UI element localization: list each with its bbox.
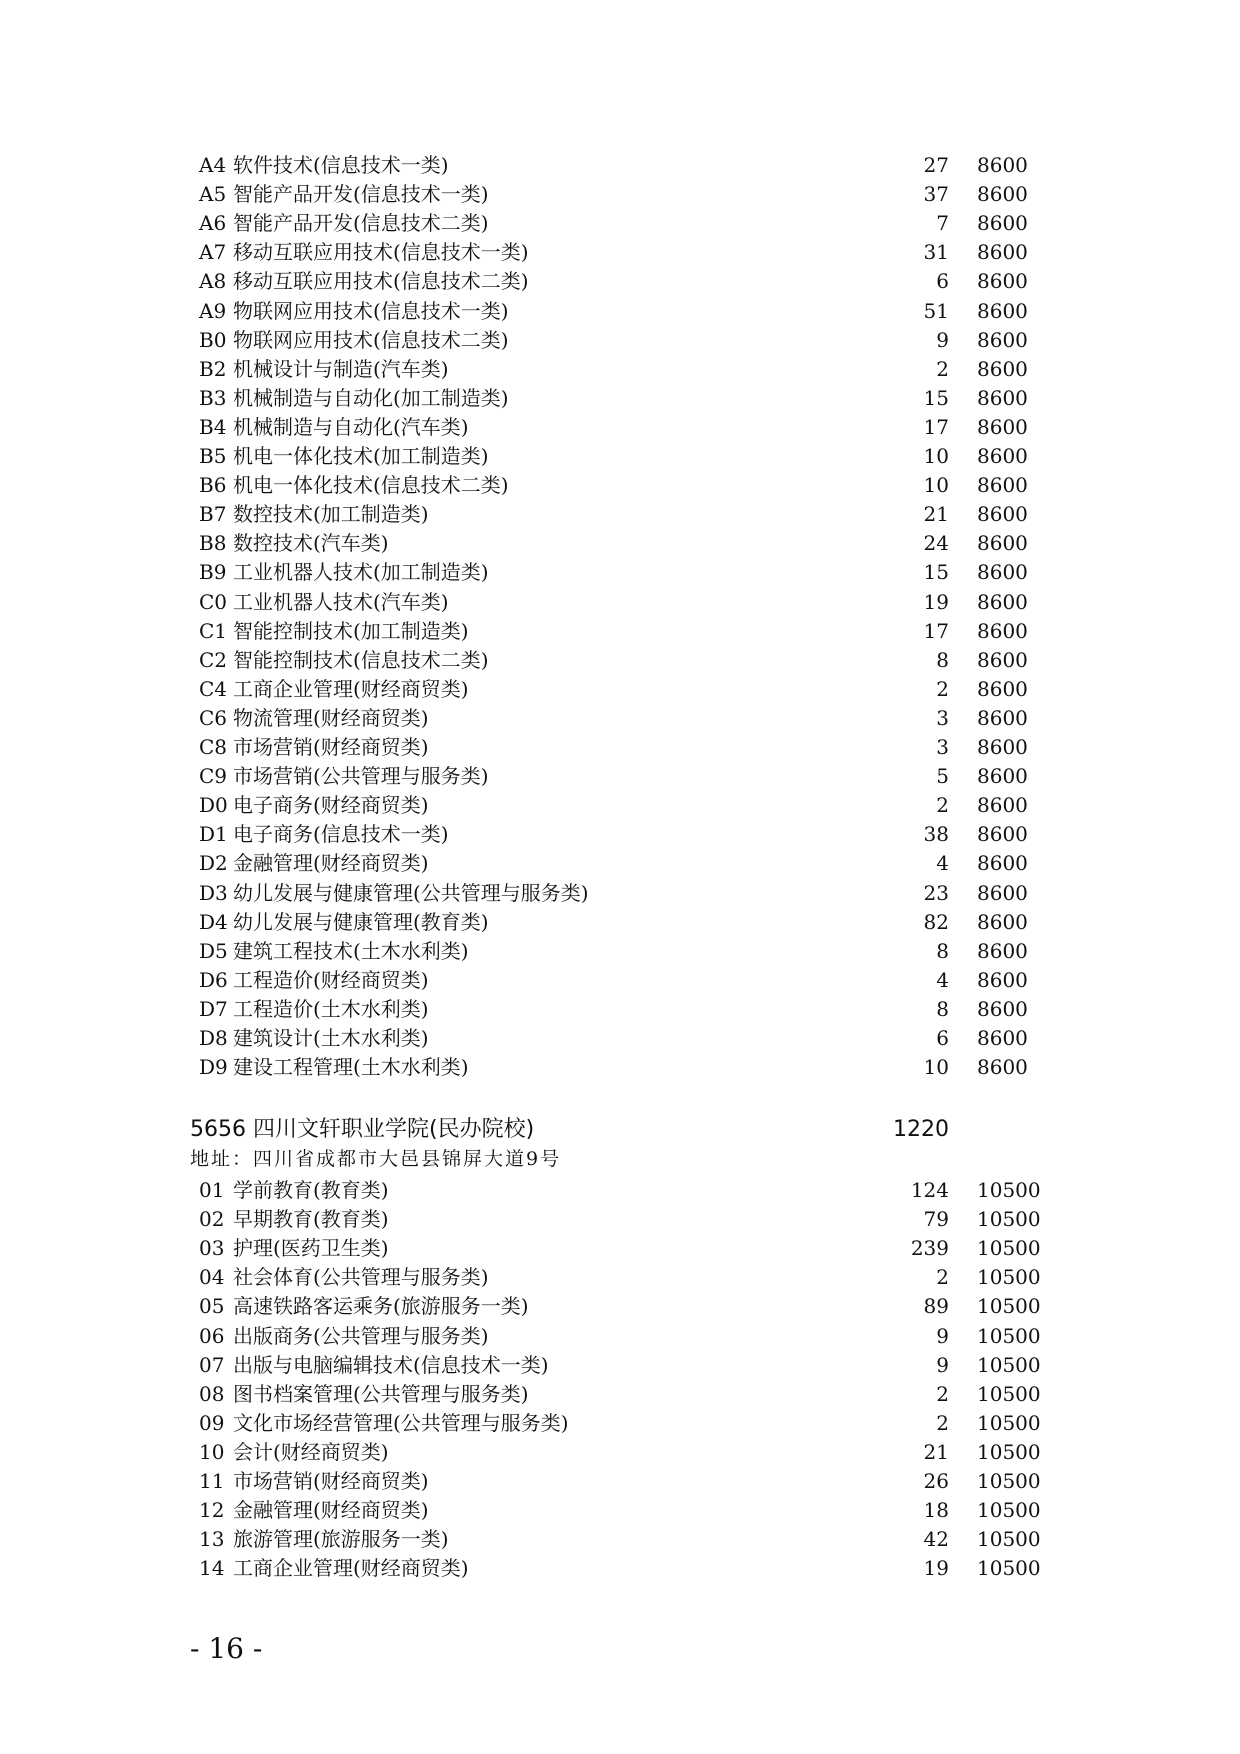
tuition-fee: 8600 — [977, 735, 1028, 759]
program-name: 学前教育(教育类) — [233, 1178, 389, 1202]
program-name: 智能控制技术(加工制造类) — [233, 618, 469, 643]
program-name: 建筑工程技术(土木水利类) — [233, 938, 469, 963]
program-name: 出版商务(公共管理与服务类) — [233, 1323, 489, 1348]
enrollment-count: 239 — [910, 1236, 949, 1261]
program-code: C1 — [199, 618, 228, 643]
enrollment-count: 8 — [936, 996, 949, 1021]
program-code: C6 — [199, 705, 228, 730]
program-code: A9 — [199, 298, 227, 323]
enrollment-count: 5 — [936, 764, 949, 789]
program-name: 早期教育(教育类) — [233, 1207, 389, 1232]
program-code: 11 — [199, 1469, 225, 1493]
program-code: B2 — [199, 356, 227, 381]
tuition-fee: 8600 — [977, 327, 1028, 352]
table-row — [0, 762, 1240, 791]
table-row — [0, 617, 1240, 646]
tuition-fee: 8600 — [977, 996, 1028, 1021]
enrollment-count: 2 — [936, 793, 949, 818]
program-code: 06 — [199, 1323, 225, 1348]
tuition-fee: 8600 — [977, 647, 1028, 672]
program-name: 数控技术(加工制造类) — [233, 502, 429, 527]
program-name: 物流管理(财经商贸类) — [233, 705, 429, 730]
program-code: D0 — [199, 793, 228, 818]
tuition-fee: 8600 — [977, 851, 1028, 876]
program-name: 工商企业管理(财经商贸类) — [233, 676, 469, 701]
enrollment-count: 2 — [936, 1265, 949, 1290]
tuition-fee: 8600 — [977, 967, 1028, 992]
program-name: 移动互联应用技术(信息技术二类) — [233, 269, 529, 294]
tuition-fee: 10500 — [977, 1439, 1041, 1464]
table-row — [0, 297, 1240, 326]
enrollment-count: 2 — [936, 1381, 949, 1406]
program-name: 幼儿发展与健康管理(教育类) — [233, 909, 489, 934]
program-name: 护理(医药卫生类) — [233, 1236, 389, 1261]
program-code: C0 — [199, 589, 228, 614]
program-name: 幼儿发展与健康管理(公共管理与服务类) — [233, 880, 589, 905]
tuition-fee: 8600 — [977, 1055, 1028, 1080]
enrollment-count: 2 — [936, 1410, 949, 1435]
school-code: 5656 — [190, 1117, 246, 1142]
table-row — [0, 1053, 1240, 1082]
table-row — [0, 1292, 1240, 1321]
program-name: 工程造价(财经商贸类) — [233, 967, 429, 992]
table-row — [0, 908, 1240, 937]
table-row — [0, 1351, 1240, 1380]
program-code: 05 — [199, 1294, 225, 1319]
program-name: 会计(财经商贸类) — [233, 1439, 389, 1464]
program-name: 高速铁路客运乘务(旅游服务一类) — [233, 1294, 529, 1319]
program-name: 建设工程管理(土木水利类) — [233, 1055, 469, 1080]
program-code: B0 — [199, 327, 227, 352]
tuition-fee: 8600 — [977, 473, 1028, 498]
program-name: 电子商务(财经商贸类) — [233, 793, 429, 818]
tuition-fee: 8600 — [977, 938, 1028, 963]
program-code: 07 — [199, 1352, 225, 1377]
table-row — [0, 733, 1240, 762]
program-code: C9 — [199, 764, 228, 789]
program-code: A6 — [199, 211, 227, 236]
program-code: B3 — [199, 385, 227, 410]
program-code: B7 — [199, 502, 227, 527]
tuition-fee: 8600 — [977, 764, 1028, 789]
enrollment-count: 21 — [923, 1439, 949, 1464]
table-row — [0, 1554, 1240, 1583]
program-code: A8 — [199, 269, 227, 294]
table-row — [0, 849, 1240, 878]
program-code: 14 — [199, 1556, 225, 1581]
table-row — [0, 180, 1240, 209]
table-row — [0, 820, 1240, 849]
program-name: 建筑设计(土木水利类) — [233, 1026, 429, 1050]
program-code: D6 — [199, 967, 228, 992]
table-row — [0, 384, 1240, 413]
enrollment-count: 42 — [923, 1527, 949, 1552]
table-row — [0, 1176, 1240, 1205]
program-code: D3 — [199, 880, 228, 905]
program-code: D7 — [199, 996, 228, 1021]
program-name: 金融管理(财经商贸类) — [233, 1498, 429, 1523]
tuition-fee: 8600 — [977, 414, 1028, 439]
program-name: 社会体育(公共管理与服务类) — [233, 1265, 489, 1290]
enrollment-count: 23 — [923, 880, 949, 905]
program-code: D8 — [199, 1026, 228, 1050]
table-row — [0, 675, 1240, 704]
tuition-fee: 10500 — [977, 1410, 1041, 1435]
tuition-fee: 8600 — [977, 211, 1028, 236]
program-name: 机电一体化技术(加工制造类) — [233, 444, 489, 468]
program-code: B8 — [199, 531, 227, 556]
enrollment-count: 10 — [923, 1055, 949, 1080]
program-code: 13 — [199, 1527, 225, 1552]
tuition-fee: 10500 — [977, 1527, 1041, 1552]
table-row — [0, 529, 1240, 558]
enrollment-count: 10 — [923, 444, 949, 468]
tuition-fee: 10500 — [977, 1352, 1041, 1377]
program-code: B6 — [199, 473, 227, 498]
tuition-fee: 8600 — [977, 705, 1028, 730]
program-code: A4 — [199, 153, 227, 177]
school-header — [0, 1114, 1240, 1146]
table-row — [0, 326, 1240, 355]
enrollment-count: 37 — [923, 182, 949, 207]
program-code: 02 — [199, 1207, 225, 1232]
table-row — [0, 1525, 1240, 1554]
tuition-fee: 8600 — [977, 356, 1028, 381]
table-row — [0, 1380, 1240, 1409]
program-code: 04 — [199, 1265, 225, 1290]
page-number: - 16 - — [190, 1632, 263, 1665]
program-name: 市场营销(财经商贸类) — [233, 1469, 429, 1493]
program-name: 软件技术(信息技术一类) — [233, 153, 449, 177]
program-name: 出版与电脑编辑技术(信息技术一类) — [233, 1352, 549, 1377]
table-row — [0, 1438, 1240, 1467]
program-code: C2 — [199, 647, 228, 672]
program-name: 工业机器人技术(加工制造类) — [233, 560, 489, 585]
program-name: 物联网应用技术(信息技术一类) — [233, 298, 509, 323]
tuition-fee: 10500 — [977, 1265, 1041, 1290]
enrollment-count: 6 — [936, 269, 949, 294]
tuition-fee: 8600 — [977, 618, 1028, 643]
program-name: 物联网应用技术(信息技术二类) — [233, 327, 509, 352]
program-code: B9 — [199, 560, 227, 585]
program-code: B5 — [199, 444, 227, 468]
table-row — [0, 355, 1240, 384]
tuition-fee: 8600 — [977, 1026, 1028, 1050]
program-code: 08 — [199, 1381, 225, 1406]
table-row — [0, 471, 1240, 500]
enrollment-count: 18 — [923, 1498, 949, 1523]
enrollment-count: 10 — [923, 473, 949, 498]
program-code: D2 — [199, 851, 228, 876]
table-row — [0, 151, 1240, 180]
program-name: 旅游管理(旅游服务一类) — [233, 1527, 449, 1552]
program-code: 10 — [199, 1439, 225, 1464]
enrollment-count: 17 — [923, 414, 949, 439]
enrollment-count: 8 — [936, 647, 949, 672]
enrollment-count: 2 — [936, 356, 949, 381]
tuition-fee: 8600 — [977, 880, 1028, 905]
tuition-fee: 8600 — [977, 298, 1028, 323]
table-row — [0, 413, 1240, 442]
tuition-fee: 10500 — [977, 1498, 1041, 1523]
tuition-fee: 10500 — [977, 1207, 1041, 1232]
program-code: 12 — [199, 1498, 225, 1523]
tuition-fee: 10500 — [977, 1236, 1041, 1261]
tuition-fee: 10500 — [977, 1469, 1041, 1493]
program-name: 工业机器人技术(汽车类) — [233, 589, 449, 614]
tuition-fee: 8600 — [977, 269, 1028, 294]
enrollment-count: 24 — [923, 531, 949, 556]
enrollment-count: 82 — [923, 909, 949, 934]
table-row — [0, 238, 1240, 267]
table-row — [0, 791, 1240, 820]
enrollment-count: 31 — [923, 240, 949, 265]
school-total-enrollment: 1220 — [893, 1117, 949, 1142]
enrollment-count: 9 — [936, 1352, 949, 1377]
tuition-fee: 10500 — [977, 1323, 1041, 1348]
program-code: 01 — [199, 1178, 225, 1202]
program-name: 市场营销(财经商贸类) — [233, 735, 429, 759]
table-row — [0, 646, 1240, 675]
table-row — [0, 588, 1240, 617]
table-row — [0, 267, 1240, 296]
enrollment-count: 9 — [936, 1323, 949, 1348]
program-name: 图书档案管理(公共管理与服务类) — [233, 1381, 529, 1406]
school-address: 地址：四川省成都市大邑县锦屏大道9号 — [190, 1148, 562, 1170]
enrollment-count: 7 — [936, 211, 949, 236]
table-row — [0, 937, 1240, 966]
table-row — [0, 558, 1240, 587]
program-name: 机械制造与自动化(加工制造类) — [233, 385, 509, 410]
enrollment-count: 26 — [923, 1469, 949, 1493]
table-row — [0, 1496, 1240, 1525]
enrollment-count: 6 — [936, 1026, 949, 1050]
enrollment-count: 4 — [936, 851, 949, 876]
program-code: A5 — [199, 182, 227, 207]
table-row — [0, 500, 1240, 529]
tuition-fee: 8600 — [977, 444, 1028, 468]
program-code: 03 — [199, 1236, 225, 1261]
tuition-fee: 8600 — [977, 909, 1028, 934]
table-row — [0, 995, 1240, 1024]
enrollment-count: 9 — [936, 327, 949, 352]
enrollment-count: 89 — [923, 1294, 949, 1319]
program-name: 市场营销(公共管理与服务类) — [233, 764, 489, 789]
tuition-fee: 8600 — [977, 385, 1028, 410]
school-name: 四川文轩职业学院(民办院校) — [253, 1117, 535, 1142]
enrollment-count: 21 — [923, 502, 949, 527]
program-code: A7 — [199, 240, 227, 265]
tuition-fee: 8600 — [977, 589, 1028, 614]
tuition-fee: 10500 — [977, 1178, 1041, 1202]
enrollment-count: 19 — [923, 1556, 949, 1581]
table-row — [0, 879, 1240, 908]
program-name: 智能产品开发(信息技术二类) — [233, 211, 489, 236]
program-name: 文化市场经营管理(公共管理与服务类) — [233, 1410, 569, 1435]
program-name: 工商企业管理(财经商贸类) — [233, 1556, 469, 1581]
tuition-fee: 10500 — [977, 1381, 1041, 1406]
program-name: 机械制造与自动化(汽车类) — [233, 414, 469, 439]
enrollment-count: 15 — [923, 560, 949, 585]
tuition-fee: 8600 — [977, 560, 1028, 585]
enrollment-count: 27 — [923, 153, 949, 177]
enrollment-count: 51 — [923, 298, 949, 323]
table-row — [0, 1263, 1240, 1292]
tuition-fee: 10500 — [977, 1294, 1041, 1319]
program-name: 智能产品开发(信息技术一类) — [233, 182, 489, 207]
program-code: C8 — [199, 735, 228, 759]
table-row — [0, 966, 1240, 995]
table-row — [0, 442, 1240, 471]
table-row — [0, 1409, 1240, 1438]
program-name: 金融管理(财经商贸类) — [233, 851, 429, 876]
tuition-fee: 8600 — [977, 793, 1028, 818]
tuition-fee: 8600 — [977, 153, 1028, 177]
tuition-fee: 8600 — [977, 182, 1028, 207]
program-name: 机电一体化技术(信息技术二类) — [233, 473, 509, 498]
table-row — [0, 1467, 1240, 1496]
enrollment-count: 3 — [936, 735, 949, 759]
tuition-fee: 8600 — [977, 502, 1028, 527]
program-name: 工程造价(土木水利类) — [233, 996, 429, 1021]
enrollment-count: 4 — [936, 967, 949, 992]
program-name: 机械设计与制造(汽车类) — [233, 356, 449, 381]
tuition-fee: 8600 — [977, 531, 1028, 556]
enrollment-count: 8 — [936, 938, 949, 963]
tuition-fee: 8600 — [977, 676, 1028, 701]
enrollment-count: 124 — [910, 1178, 949, 1202]
program-code: D5 — [199, 938, 228, 963]
enrollment-count: 2 — [936, 676, 949, 701]
table-row — [0, 704, 1240, 733]
table-row — [0, 1234, 1240, 1263]
program-name: 数控技术(汽车类) — [233, 531, 389, 556]
program-code: D4 — [199, 909, 228, 934]
tuition-fee: 10500 — [977, 1556, 1041, 1581]
table-row — [0, 1205, 1240, 1234]
enrollment-count: 3 — [936, 705, 949, 730]
table-row — [0, 209, 1240, 238]
program-code: D1 — [199, 822, 228, 847]
program-name: 移动互联应用技术(信息技术一类) — [233, 240, 529, 265]
program-code: C4 — [199, 676, 228, 701]
program-code: B4 — [199, 414, 227, 439]
program-name: 智能控制技术(信息技术二类) — [233, 647, 489, 672]
program-name: 电子商务(信息技术一类) — [233, 822, 449, 847]
enrollment-count: 15 — [923, 385, 949, 410]
program-code: D9 — [199, 1055, 228, 1080]
program-code: 09 — [199, 1410, 225, 1435]
tuition-fee: 8600 — [977, 822, 1028, 847]
table-row — [0, 1024, 1240, 1053]
enrollment-count: 19 — [923, 589, 949, 614]
table-row — [0, 1322, 1240, 1351]
enrollment-count: 79 — [923, 1207, 949, 1232]
enrollment-count: 17 — [923, 618, 949, 643]
enrollment-count: 38 — [923, 822, 949, 847]
tuition-fee: 8600 — [977, 240, 1028, 265]
